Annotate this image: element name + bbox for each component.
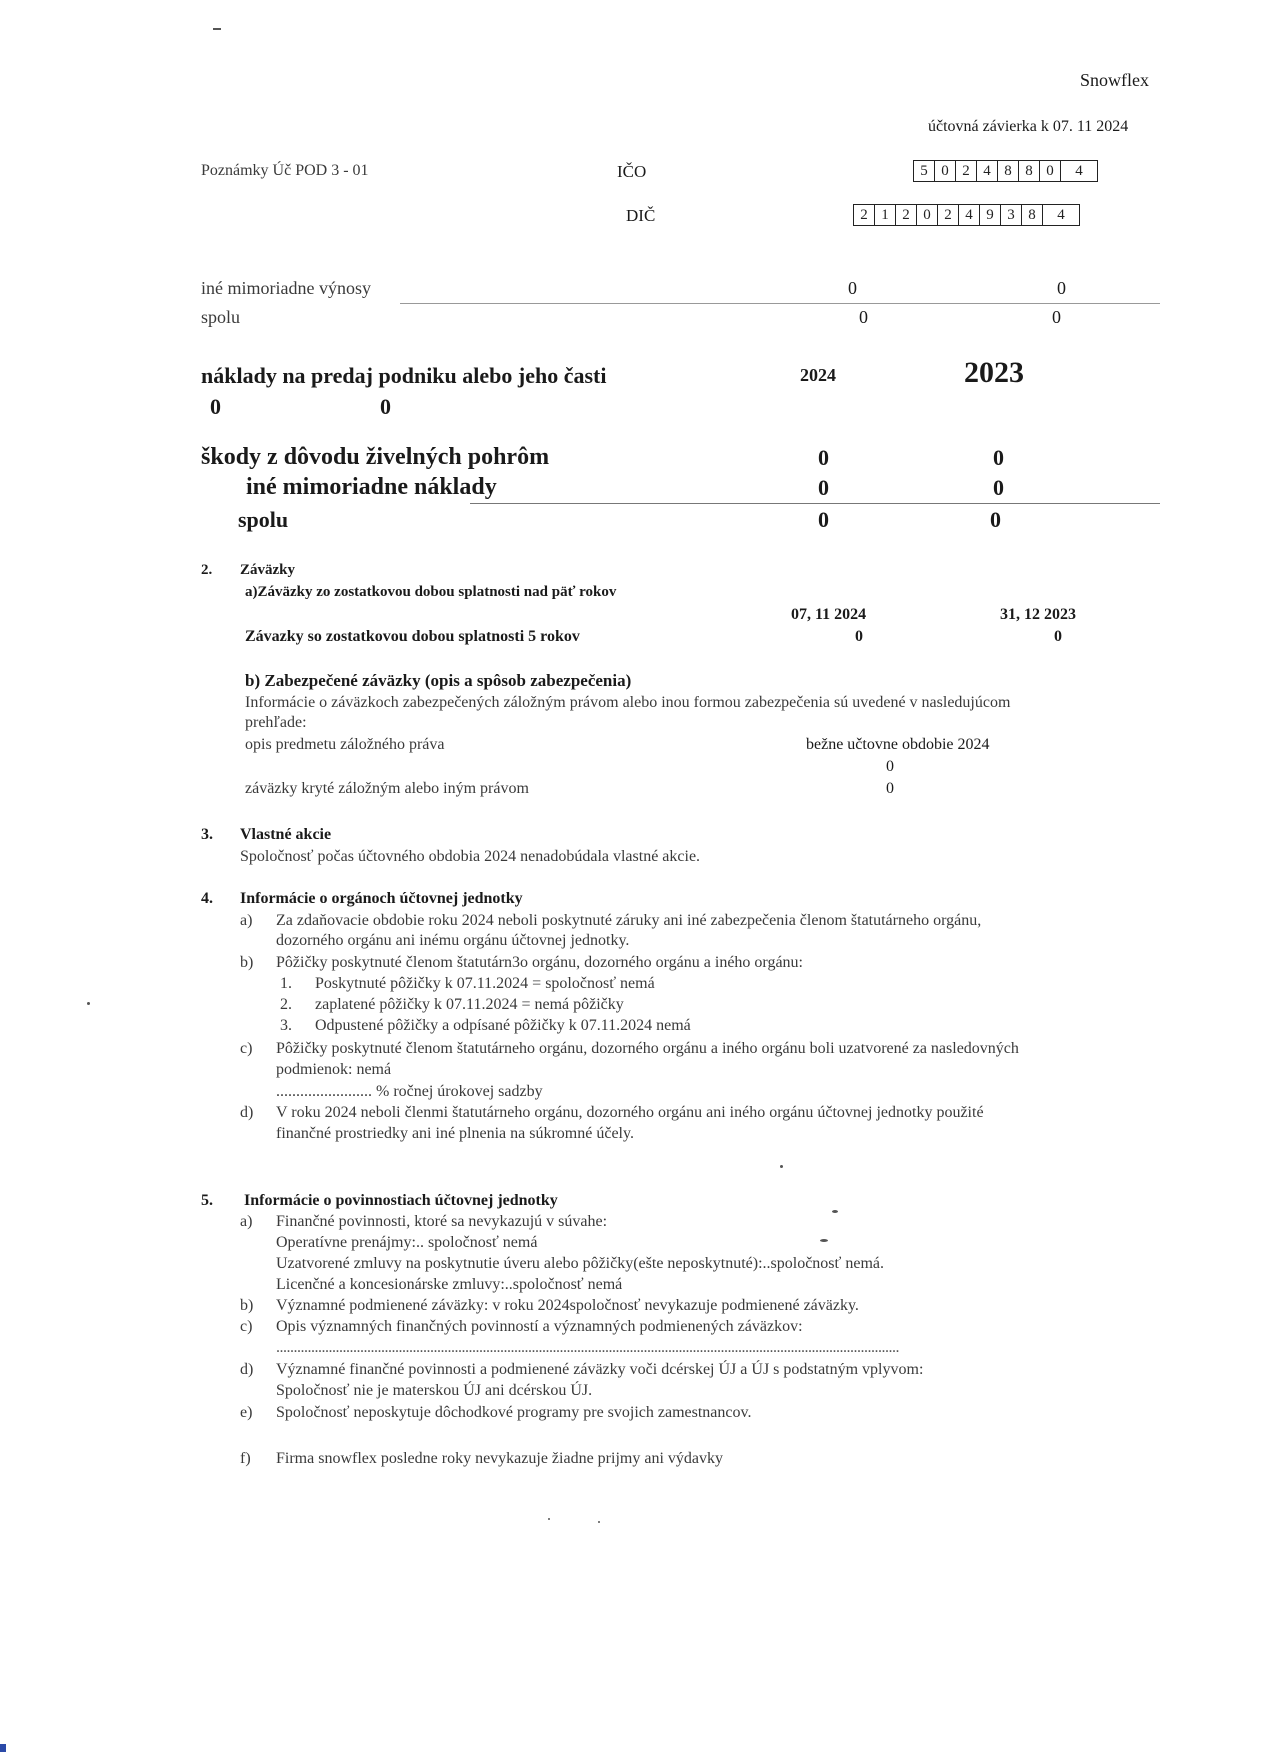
income-row-label: iné mimoriadne výnosy (201, 278, 371, 298)
income-total-2023: 0 (1052, 307, 1061, 327)
costs-row-damages-2024: 0 (818, 445, 829, 470)
dic-number-boxes (853, 204, 1080, 226)
section4-c-mark: c) (240, 1040, 253, 1057)
section4-d-text: V roku 2024 neboli členmi štatutárneho orgánu, dozorného orgánu ani iného orgánu účtovnej jednotky použité (276, 1104, 984, 1121)
dic-digit: 2 (854, 205, 875, 225)
section5-a-mark: a) (240, 1213, 253, 1230)
section5-d-mark: d) (240, 1361, 254, 1378)
ico-label: IČO (617, 162, 647, 181)
costs-value-2: 0 (380, 394, 391, 419)
scan-speck (87, 1002, 90, 1005)
section2-title: Záväzky (240, 562, 296, 578)
section4-b-item-num: 3. (280, 1017, 292, 1034)
section5-number: 5. (201, 1192, 213, 1209)
costs-title: náklady na predaj podniku alebo jeho časti (201, 363, 607, 388)
costs-row-other-label: iné mimoriadne náklady (246, 474, 497, 500)
section2-col-2023: 31, 12 2023 (1000, 606, 1076, 623)
ico-digit: 5 (914, 161, 935, 181)
section5-c-text: Opis významných finančných povinností a významných podmienených záväzkov: (276, 1318, 803, 1335)
section5-b-mark: b) (240, 1297, 254, 1314)
ico-digit: 2 (956, 161, 977, 181)
scan-speck (213, 28, 221, 30)
form-label: Poznámky Úč POD 3 - 01 (201, 162, 369, 179)
section3-title: Vlastné akcie (240, 826, 332, 843)
section5-e-text: Spoločnosť neposkytuje dôchodkové programy pre svojich zamestnancov. (276, 1404, 752, 1421)
section5-f-text: Firma snowflex posledne roky nevykazuje žiadne prijmy ani výdavky (276, 1450, 723, 1467)
section4-b-text: Pôžičky poskytnuté členom štatutárn3o orgánu, dozorného orgánu a iného orgánu: (276, 954, 803, 971)
section2-b-text: Informácie o záväzkoch zabezpečených záložným právom alebo inou formou zabezpečenia sú uvedené v nasledujúcom (245, 694, 1011, 711)
section4-c-text: Pôžičky poskytnuté členom štatutárneho orgánu, dozorného orgánu a iného orgánu boli uzatvorené za nasledovných (276, 1040, 1019, 1057)
section2-col-2024: 07, 11 2024 (791, 606, 867, 623)
section5-f-mark: f) (240, 1450, 251, 1467)
section4-number: 4. (201, 890, 213, 907)
section2-b-title: b) Zabezpečené záväzky (opis a spôsob zabezpečenia) (245, 671, 632, 690)
dic-label: DIČ (626, 206, 656, 225)
section2-a-title: a)Záväzky zo zostatkovou dobou splatnosti nad päť rokov (245, 584, 617, 600)
section4-d-text: finančné prostriedky ani iné plnenia na súkromné účely. (276, 1125, 634, 1142)
ico-digit: 0 (1040, 161, 1061, 181)
section5-a-text: Finančné povinnosti, ktoré sa nevykazujú v súvahe: (276, 1213, 608, 1230)
section2-b-row1-val: 0 (886, 758, 894, 775)
section2-b-row1-label: opis predmetu záložného práva (245, 736, 445, 753)
income-total-label: spolu (201, 307, 241, 327)
section3-number: 3. (201, 826, 213, 843)
section4-b-item-num: 2. (280, 996, 292, 1013)
section4-c-text: podmienok: nemá (276, 1061, 392, 1078)
section2-a-row-label: Závazky so zostatkovou dobou splatnosti 5 rokov (245, 628, 580, 645)
scan-speck (820, 1239, 828, 1242)
scan-speck (832, 1210, 838, 1213)
section5-b-text: Významné podmienené záväzky: v roku 2024spoločnosť nevykazuje podmienené záväzky. (276, 1297, 859, 1314)
costs-year-2023: 2023 (964, 356, 1024, 389)
costs-total-2024: 0 (818, 507, 829, 532)
section4-a-text: Za zdaňovacie obdobie roku 2024 neboli poskytnuté záruky ani iné zabezpečenia členom štatutárneho orgánu, (276, 912, 982, 929)
scan-edge-mark (0, 1744, 6, 1752)
section5-c-mark: c) (240, 1318, 253, 1335)
costs-total-label: spolu (238, 507, 289, 532)
scan-speck (598, 1521, 600, 1523)
section4-b-item-text: zaplatené pôžičky k 07.11.2024 = nemá pôžičky (315, 996, 624, 1013)
ico-digit: 8 (998, 161, 1019, 181)
section2-a-row-v2: 0 (1054, 628, 1062, 645)
section4-b-item-text: Poskytnuté pôžičky k 07.11.2024 = spoločnosť nemá (315, 975, 655, 992)
dic-digit: 2 (896, 205, 917, 225)
section2-a-row-v1: 0 (855, 628, 863, 645)
section4-a-text: dozorného orgánu ani inému orgánu účtovnej jednotky. (276, 932, 630, 949)
section5-a-text: Operatívne prenájmy:.. spoločnosť nemá (276, 1234, 538, 1251)
section2-b-row2-label: záväzky kryté záložným alebo iným právom (245, 780, 529, 797)
section5-e-mark: e) (240, 1404, 253, 1421)
dic-digit: 3 (1001, 205, 1022, 225)
income-total-2024: 0 (859, 307, 868, 327)
costs-row-damages-2023: 0 (993, 445, 1004, 470)
dic-digit: 9 (980, 205, 1001, 225)
section4-a-mark: a) (240, 912, 253, 929)
ico-digit: 0 (935, 161, 956, 181)
section4-b-item-text: Odpustené pôžičky a odpísané pôžičky k 07.11.2024 nemá (315, 1017, 691, 1034)
section4-c-text: ........................ % ročnej úrokovej sadzby (276, 1083, 543, 1100)
dic-digit: 2 (938, 205, 959, 225)
dic-digit: 8 (1022, 205, 1043, 225)
section5-title: Informácie o povinnostiach účtovnej jednotky (244, 1192, 558, 1209)
income-row-2024: 0 (848, 278, 857, 298)
section5-a-text: Licenčné a koncesionárske zmluvy:..spoločnosť nemá (276, 1276, 623, 1293)
ico-digit: 8 (1019, 161, 1040, 181)
section5-a-text: Uzatvorené zmluvy na poskytnutie úveru alebo pôžičky(ešte neposkytnuté):..spoločnosť nemá. (276, 1255, 884, 1272)
scan-speck (548, 1518, 550, 1520)
closing-date: účtovná závierka k 07. 11 2024 (928, 118, 1129, 135)
divider-line (400, 303, 1160, 304)
section4-b-mark: b) (240, 954, 254, 971)
divider-line (470, 503, 1160, 504)
section4-b-item-num: 1. (280, 975, 292, 992)
section4-d-mark: d) (240, 1104, 254, 1121)
section3-text: Spoločnosť počas účtovného obdobia 2024 nenadobúdala vlastné akcie. (240, 848, 701, 865)
dic-digit: 0 (917, 205, 938, 225)
section4-title: Informácie o orgánoch účtovnej jednotky (240, 890, 523, 907)
section5-c-dots: .................................................................................................................................................................................. (276, 1339, 899, 1356)
costs-row-other-2023: 0 (993, 475, 1004, 500)
company-name: Snowflex (1080, 70, 1149, 90)
section2-b-text: prehľade: (245, 714, 307, 731)
ico-number-boxes (913, 160, 1098, 182)
section2-b-row1-col: bežne učtovne obdobie 2024 (806, 736, 990, 753)
section5-d-text: Spoločnosť nie je materskou ÚJ ani dcérskou ÚJ. (276, 1382, 593, 1399)
scan-speck (780, 1165, 783, 1168)
costs-row-damages-label: škody z dôvodu živelných pohrôm (201, 444, 550, 470)
costs-year-2024: 2024 (800, 365, 836, 385)
income-row-2023: 0 (1057, 278, 1066, 298)
dic-digit: 4 (1057, 207, 1065, 223)
section5-d-text: Významné finančné povinnosti a podmienené záväzky voči dcérskej ÚJ a ÚJ s podstatným vplyvom: (276, 1361, 924, 1378)
section2-number: 2. (201, 562, 213, 578)
ico-digit: 4 (1075, 163, 1083, 179)
dic-digit: 1 (875, 205, 896, 225)
dic-digit: 4 (959, 205, 980, 225)
costs-value-1: 0 (210, 394, 221, 419)
section2-b-row2-val: 0 (886, 780, 894, 797)
costs-row-other-2024: 0 (818, 475, 829, 500)
ico-digit: 4 (977, 161, 998, 181)
costs-total-2023: 0 (990, 507, 1001, 532)
